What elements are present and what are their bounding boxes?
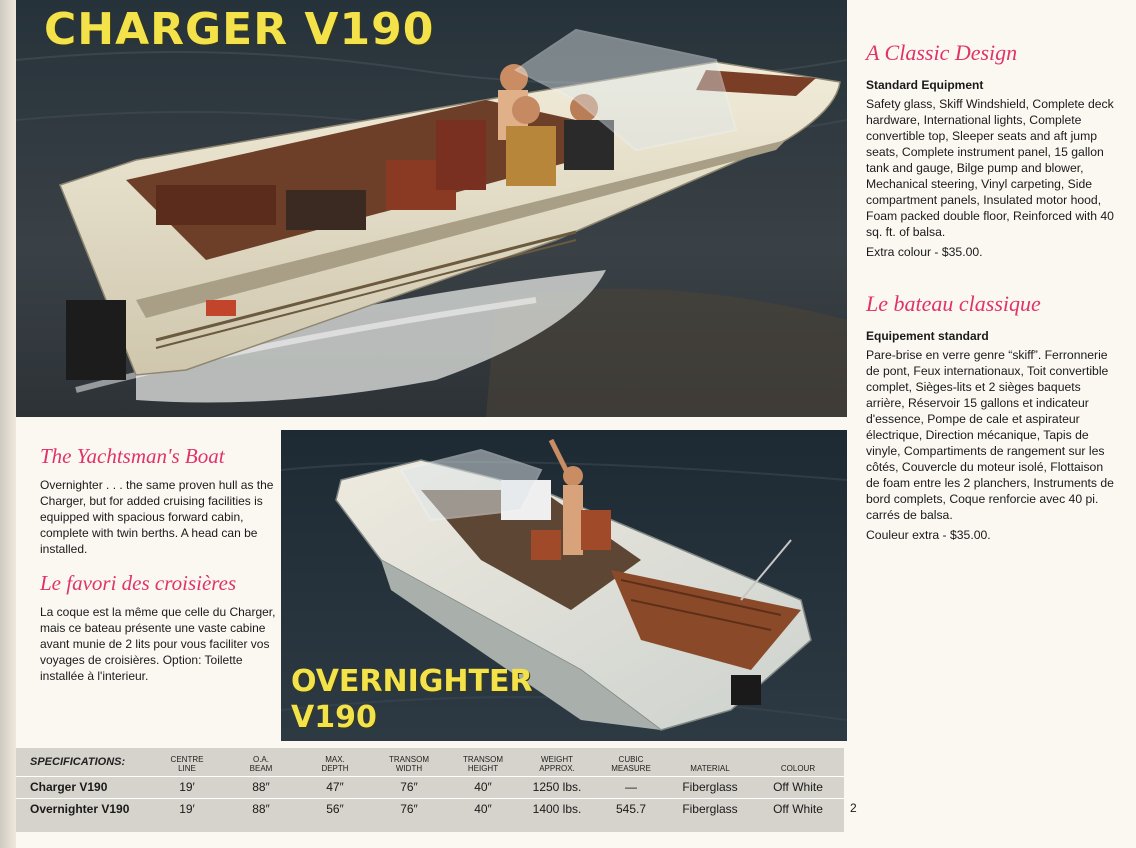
cell: 76″ <box>372 798 446 820</box>
overnighter-title <box>291 664 533 736</box>
overnighter-title-line1: OVERNIGHTER <box>291 664 533 699</box>
page-gutter <box>0 0 16 848</box>
cell: — <box>594 776 668 798</box>
table-row <box>16 798 844 820</box>
cell: 88″ <box>224 776 298 798</box>
cell: 40″ <box>446 776 520 798</box>
cell: 56″ <box>298 798 372 820</box>
charger-title: CHARGER V190 <box>44 4 435 55</box>
cell: 47″ <box>298 776 372 798</box>
overnighter-title-line2: V190 <box>291 700 377 735</box>
favori-croisieres-text: La coque est la même que celle du Charger, mais ce bateau présente une vaste cabine avant munie de 2 lits pour vous faciliter vos voyages de croisières. Option: Toilette installée à l'interieur. <box>40 605 276 683</box>
specs-label: SPECIFICATIONS: <box>30 755 126 768</box>
col-cubic-measure: CUBIC MEASURE <box>611 754 651 773</box>
yachtsmans-boat-text: Overnighter . . . the same proven hull as the Charger, but for added cruising facilities is equipped with spacious forward cabin, complete with twin berths. A head can be installed. <box>40 478 274 556</box>
col-weight: WEIGHT APPROX. <box>539 754 575 773</box>
couleur-extra-price: Couleur extra - $35.00. <box>866 528 991 542</box>
row-name: Overnighter V190 <box>16 798 150 820</box>
cell: 1250 lbs. <box>520 776 594 798</box>
cell: 88″ <box>224 798 298 820</box>
col-colour: COLOUR <box>780 763 816 773</box>
cell: 40″ <box>446 798 520 820</box>
col-max-depth: MAX. DEPTH <box>321 754 349 773</box>
equipement-standard-text: Pare-brise en verre genre “skiff”. Ferronnerie de pont, Feux internationaux, Toit convertible complet, Sièges-lits et 2 sièges baquets arrière, Réservoir 15 gallons et indicateur d'essence, Pompe de cale et aspirateur électrique, Direction mécanique, Tapis de vinyle, Compartiments de rangement sur les côtés, Couvercle du moteur isolé, Flottaison de foam entre les 2 planchers, Instruments de bord complets, Coque renforcie avec 40 pi. carrés de balsa. <box>866 348 1114 522</box>
charger-photo <box>16 0 847 417</box>
cell: 1400 lbs. <box>520 798 594 820</box>
heading-yachtsmans-boat: The Yachtsman's Boat <box>40 444 225 468</box>
col-transom-height: TRANSOM HEIGHT <box>463 754 503 773</box>
cell: Off White <box>752 798 844 820</box>
extra-colour-price: Extra colour - $35.00. <box>866 245 983 259</box>
cell: Off White <box>752 776 844 798</box>
specifications-table <box>16 748 844 832</box>
specs-header-row <box>16 748 844 776</box>
table-row <box>16 776 844 798</box>
standard-equipment-title: Standard Equipment <box>866 78 984 92</box>
cell: Fiberglass <box>668 798 752 820</box>
left-text-column <box>40 444 280 684</box>
col-transom-width: TRANSOM WIDTH <box>389 754 429 773</box>
col-material: MATERIAL <box>690 763 730 773</box>
right-text-column <box>866 40 1116 542</box>
charger-boat-illustration <box>16 0 847 417</box>
row-name: Charger V190 <box>16 776 150 798</box>
cell: 545.7 <box>594 798 668 820</box>
equipement-standard-title: Equipement standard <box>866 329 989 343</box>
cell: Fiberglass <box>668 776 752 798</box>
standard-equipment-text: Safety glass, Skiff Windshield, Complete deck hardware, International lights, Complete convertible top, Sleeper seats and aft jump seats, Complete instrument panel, 15 gallon tank and gauge, Bilge pump and blower, Mechanical steering, Vinyl carpeting, Side compartment panels, Insulated motor hood, Foam packed double floor, Reinforced with 40 sq. ft. of balsa. <box>866 97 1114 239</box>
cell: 19′ <box>150 798 224 820</box>
heading-bateau-classique: Le bateau classique <box>866 291 1041 316</box>
heading-favori-croisieres: Le favori des croisières <box>40 571 237 595</box>
heading-classic-design: A Classic Design <box>866 40 1018 65</box>
col-oa-beam: O.A. BEAM <box>249 754 273 773</box>
cell: 76″ <box>372 776 446 798</box>
cell: 19′ <box>150 776 224 798</box>
col-centre-line: CENTRE LINE <box>170 754 204 773</box>
page-number: 2 <box>850 801 857 815</box>
